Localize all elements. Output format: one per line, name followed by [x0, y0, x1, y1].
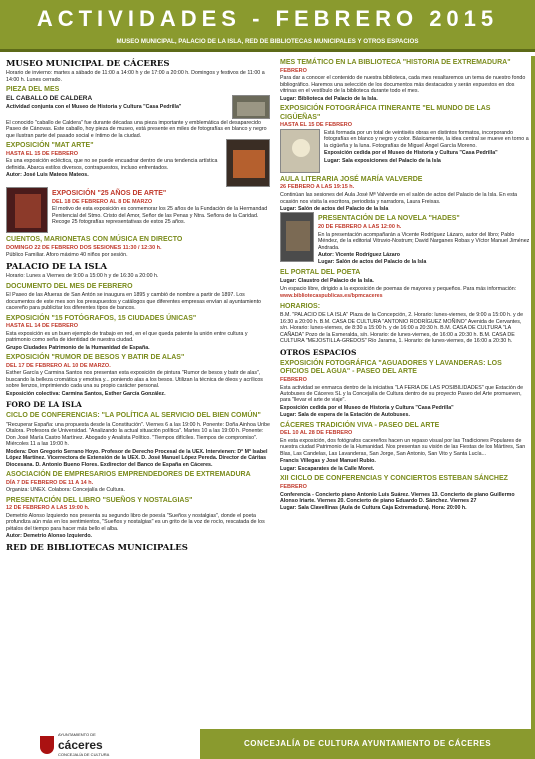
matarte-heading: EXPOSICIÓN "MAT ARTE" [6, 142, 94, 150]
aula-place: Lugar: Salón de actos del Palacio de la Isla [280, 205, 389, 212]
hades-cover [280, 212, 314, 262]
rumor-collective: Exposición colectiva: Carmina Santos, Esther García González. [6, 390, 166, 397]
otros-title: OTROS ESPACIOS [280, 347, 357, 357]
hades-row [280, 212, 530, 266]
cáceres-logo [40, 733, 109, 757]
asoc-heading: ASOCIACIÓN DE EMPRESARIOS EMPRENDEDORES DE EXTREMADURA [6, 471, 251, 479]
right-column [280, 56, 530, 512]
asoc-text: Organiza: UNEX. Colabora: Concejalía de Cultura. [6, 487, 125, 494]
ciclo-moderator: Modera: Don Gregorio Serrano Hoyo. Profesor de Derecho Procesal de la UEX. Intervienen: Dª Mª Isabel López Martínez. Vicerrectora de Extensión de la UEX. D. José Manuel López Pereda. Director de Cáritas Diocesana. D. Antonio Bueno Flores. Exdirector del Banco de España en Cáceres. [6, 448, 268, 468]
pieza-subtitle2: Actividad conjunta con el Museo de Historia y Cultura "Casa Pedrilla" [6, 103, 182, 110]
banner-subtitle: MUSEO MUNICIPAL, PALACIO DE LA ISLA, RED DE BIBLIOTECAS MUNICIPALES Y OTROS ESPACIOS [116, 38, 419, 45]
tem-text: Para dar a conocer el contenido de nuestra biblioteca, cada mes resaltaremos un tema de nuestro fondo bibliográfico. Haremos una selección de los documentos más destacados y serán expuestos en dos vitrinas en el vestíbulo de la biblioteca durante todo el mes. [280, 75, 526, 95]
lav-date: FEBRERO [280, 376, 307, 383]
logo-sub-text: CONCEJALÍA DE CULTURA [58, 751, 110, 757]
trad-text: En esta exposición, dos fotógrafos cacereños hacen un repaso visual por las Tradiciones Populares de nuestra ciudad Patrimonio de la Humanidad. Nos presentan su visión de las Fiestas de los Mártires, San Blas, Las Candelas, Las Lavanderas, San Jorge, San Antonio, San Vito y Santa Lucía... [280, 438, 526, 457]
footer-band: CONCEJALÍA DE CULTURA AYUNTAMIENTO DE CÁCERES [200, 729, 535, 759]
xii-date: FEBRERO [280, 483, 307, 490]
coat-of-arms-icon [40, 736, 54, 754]
horarios-text: B.M. "PALACIO DE LA ISLA" Plaza de la Concepción, 2. Horario: lunes-viernes, de 9:00 a 15:00 h. y de 16:30 a 20:00 h. B.M. CASA DE CULTURA "ANTONIO RODRÍGUEZ MOÑINO" Avenida de Cervantes, s/n. Horario: lunes-viernes, de 8:30 a 15:00 h. y de 16:00 a 20:30 h. B.M. CASA DE CULTURA "LA CAÑADA" Pozo de la Esmeralda, s/n. Horario: de lunes-viernes, de 16:00 a 20:30 h. B.M. CASA DE CULTURA "MEJOSTILLA-GREDOS" Río Jarama, 1. Horario: de lunes-viernes, de 16:00 a 20:30 h. [280, 312, 524, 345]
semana-heading: EXPOSICIÓN "25 AÑOS DE ARTE" [52, 190, 167, 198]
matarte-date: HASTA EL 15 DE FEBRERO [6, 150, 79, 157]
right-edge-bar [531, 56, 535, 736]
matarte-text: Es una exposición ecléctica, que no se puede encuadrar dentro de una tendencia artística definida. Abarca estilos diversos, contrapuestos, incluso enfrentados. [6, 158, 218, 171]
xii-heading: XII CICLO DE CONFERENCIAS Y CONCIERTOS ESTEBAN SÁNCHEZ [280, 475, 508, 483]
cuentos-text: Público Familiar. Aforo máximo 40 niños por sesión. [6, 252, 128, 259]
pieza-subtitle: EL CABALLO DE CALDERA [6, 94, 93, 102]
libro-text: Demetrio Alonso Izquierdo nos presenta su segundo libro de poesía "Sueños y nostalgias", donde el poeta profundiza aún más en los sentimientos, "Sueños y nostalgias" es un grito de la voz de rocío, rescatada de los pétalos del tiempo para hacer más bello el alba. [6, 512, 265, 532]
trad-place: Lugar: Escaparates de la Calle Moret. [280, 465, 375, 472]
banner-title: ACTIVIDADES - FEBRERO 2015 [36, 6, 499, 31]
lav-text: Esta actividad se enmarca dentro de la iniciativa "LA FERIA DE LAS POSIBILIDADES" que Estación de Autobuses de Cáceres SL y la Concejalía de Cultura dentro de su proyecto Paseo del Arte promueven, para "llevar el arte de viaje". [280, 384, 524, 404]
lav-org: Exposición cedida por el Museo de Historia y Cultura "Casa Pedrilla" [280, 404, 454, 411]
logo-big-text: cáceres [58, 737, 103, 752]
cuentos-date: DOMINGO 22 DE FEBRERO DOS SESIONES 11:30 / 12:30 h. [6, 244, 162, 251]
ciguenas-photo [280, 129, 320, 173]
tem-heading: MES TEMÁTICO EN LA BIBLIOTECA "HISTORIA DE EXTREMADURA" [280, 59, 511, 66]
trad-authors: Francis Villegas y José Manuel Rubio. [280, 458, 376, 465]
red-title: RED DE BIBLIOTECAS MUNICIPALES [6, 542, 188, 553]
trad-heading: CÁCERES TRADICIÓN VIVA - PASEO DEL ARTE [280, 421, 440, 429]
lav-place: Lugar: Sala de espera de la Estación de Autobuses. [280, 412, 410, 419]
palacio-horario: Horario: Lunes a Viernes de 9:00 a 15:00 h y de 16:30 a 20:00 h. [6, 273, 159, 280]
semana-date: DEL 18 DE FEBRERO AL 8 DE MARZO [52, 198, 153, 205]
palacio-title: PALACIO DE LA ISLA [6, 261, 108, 272]
logo-small-text: AYUNTAMIENTO DE [58, 732, 96, 737]
aula-text: Continúan las sesiones del Aula José Mª Valverde en el salón de actos del Palacio de la Isla. En esta ocasión nos visita la escritora, periodista y narradora, Laura Freixas. [280, 192, 518, 205]
rumor-date: DEL 17 DE FEBRERO AL 10 DE MARZO. [6, 362, 111, 369]
ciguenas-text: Está formada por un total de veintiséis obras en distintos formatos, incorporando fotografías en blanco y negro y color. Básicamente, la idea central se mueve en torno a la cigüeña y la luna. Fotografías de Miguel Ángel García Moreno. [324, 129, 529, 149]
ciguenas-date: HASTA EL 15 DE FEBRERO [280, 122, 353, 129]
ciclo-heading: CICLO DE CONFERENCIAS: "LA POLÍTICA AL SERVICIO DEL BIEN COMÚN" [6, 412, 261, 420]
rumor-text: Esther García y Carmina Santos nos presentan esta exposición de pintura "Rumor de besos y batir de alas", buscando la belleza cromática y emotiva y... poniendo alas a los besos. Utilizan la técnica de óleos y acrílicos sobre lienzos, imprimiendo cada una su propio carácter personal. [6, 370, 263, 390]
doc-heading: DOCUMENTO DEL MES DE FEBRERO [6, 282, 133, 290]
portal-heading: EL PORTAL DEL POETA [280, 268, 361, 276]
footer [0, 729, 535, 759]
trad-date: DEL 10 AL 28 DE FEBRERO [280, 430, 353, 437]
hades-date: 20 DE FEBRERO A LAS 12:00 h. [318, 223, 402, 230]
semana-text: El motivo de esta exposición es conmemorar los 25 años de la Fundación de la Hermandad Penitencial del Stmo. Cristo del Amor, Señor de las Penas y Ntra. Señora de la Caridad. Recoge 25 fotografías representativas de estos 25 años. [52, 206, 268, 226]
f15-heading: EXPOSICIÓN "15 FOTÓGRAFOS, 15 CIUDADES ÚNICAS" [6, 314, 197, 322]
xii-place: Lugar: Sala Clavellinas (Aula de Cultura Caja Extremadura). Hora: 20:00 h. [280, 505, 467, 512]
ciguenas-row [280, 129, 530, 173]
f15-group: Grupo Ciudades Patrimonio de la Humanidad de España. [6, 344, 150, 351]
hades-heading: PRESENTACIÓN DE LA NOVELA "HADES" [318, 215, 460, 223]
foro-title: FORO DE LA ISLA [6, 400, 82, 410]
libro-date: 12 DE FEBRERO A LAS 19:00 h. [6, 505, 90, 512]
matarte-row [6, 139, 270, 187]
museo-title: MUSEO MUNICIPAL DE CÁCERES [6, 59, 170, 69]
portal-place: Lugar: Claustro del Palacio de la Isla. [280, 278, 374, 285]
aula-heading: AULA LITERARIA JOSÉ MARÍA VALVERDE [280, 175, 423, 183]
ciguenas-place: Lugar: Sala exposiciones del Palacio de la Isla [324, 157, 441, 164]
semana-poster [6, 187, 48, 233]
museo-horario: Horario de invierno: martes a sábado de 11:00 a 14:00 h y de 17:00 a 20:00 h. Domingos y festivos de 11:00 a 14:00 h. Lunes cerrado. [6, 70, 265, 83]
portal-text: Un espacio libre, dirigido a la exposición de poemas de mayores y pequeños. Para más información: [280, 285, 517, 292]
cuentos-heading: CUENTOS, MARIONETAS CON MÚSICA EN DIRECTO [6, 236, 183, 244]
libro-author: Autor: Demetrio Alonso Izquierdo. [6, 533, 93, 540]
ciguenas-heading: EXPOSICIÓN FOTOGRÁFICA ITINERANTE "EL MUNDO DE LAS CIGÜEÑAS" [280, 105, 491, 121]
left-column [6, 56, 270, 553]
tem-date: FEBRERO [280, 67, 307, 74]
pieza-text: El conocido "caballo de Caldera" fue durante décadas una pieza importante y emblemática del desaparecido Paseo de Cánovas. Este caballo, hoy pieza de museo, está presente en miles de fotografías en blanco y negro que ilustran parte del pasado social e íntimo de la ciudad. [6, 119, 267, 139]
ciguenas-org: Exposición cedida por el Museo de Historia y Cultura "Casa Pedrilla" [324, 150, 498, 157]
hades-author: Autor: Vicente Rodríguez Lázaro [318, 252, 401, 258]
doc-text: El Paseo de las Afueras de San Antón se inaugura en 1895 y cambió de nombre a partir de 1897. Los documentos de este mes son los presupuestos y catálogos que diferentes empresas envían al ayuntamiento cacereño para publicitar los diferentes tipos de bancos. [6, 292, 261, 312]
f15-date: HASTA EL 14 DE FEBRERO [6, 323, 79, 330]
asoc-date: DÍA 7 DE FEBRERO DE 11 A 14 h. [6, 479, 94, 486]
matarte-poster [226, 139, 270, 187]
portal-link[interactable]: www.bibliotecaspublicas.es/bpmcaceres [280, 293, 383, 300]
tem-place: Lugar: Biblioteca del Palacio de la Isla. [280, 95, 378, 102]
lav-heading: EXPOSICIÓN FOTOGRÁFICA "AGUADORES Y LAVANDERAS: LOS OFICIOS DEL AGUA" - PASEO DEL ARTE [280, 359, 502, 376]
pieza-row [6, 95, 270, 119]
hades-text: En la presentación acompañarán a Vicente Rodríguez Lázaro, autor del libro; Pablo Méndez, de la editorial Vitruvio-Nostrum; David Narganes Robas y Víctor Manuel Jiménez Andrada. [318, 231, 530, 251]
horarios-heading: HORARIOS: [280, 302, 321, 310]
xii-text: Conferencia - Concierto piano Antonio Luis Suárez. Viernes 13. Concierto de piano Guillermo Alonso Iriarte. Viernes 20. Concierto de piano Eduardo D. Sánchez. Viernes 27 [280, 491, 515, 504]
pieza-heading: PIEZA DEL MES [6, 86, 60, 94]
ciclo-text: "Recuperar España: una propuesta desde la Constitución". Viernes 6 a las 19:00 h. Ponente: Doña Ainhoa Uribe Otalora. Profesora de Universidad. "Analizando la actual situación política". Martes 10 a las 19:00 h. Ponente: Don José María Castro Martínez. Abogado y Analista Político. "Tiempos difíciles. Tiempos de compromiso". Miércoles 11 a las 19:00 h. [6, 421, 270, 448]
matarte-author: Autor: José Luis Mateos Mateos. [6, 172, 89, 179]
libro-heading: PRESENTACIÓN DEL LIBRO "SUEÑOS Y NOSTALGIAS" [6, 496, 193, 504]
caballo-photo [232, 95, 270, 119]
banner [0, 0, 535, 52]
semana-row [6, 187, 270, 233]
f15-text: Esta exposición es un buen ejemplo de trabajo en red, en el que queda patente la unión entre cultura y patrimonio como seña de identidad de nuestra ciudad. [6, 330, 248, 344]
hades-place: Lugar: Salón de actos del Palacio de la Isla [318, 259, 427, 266]
aula-date: 26 FEBRERO A LAS 19:15 h. [280, 184, 355, 191]
rumor-heading: EXPOSICIÓN "RUMOR DE BESOS Y BATIR DE ALAS" [6, 354, 185, 362]
